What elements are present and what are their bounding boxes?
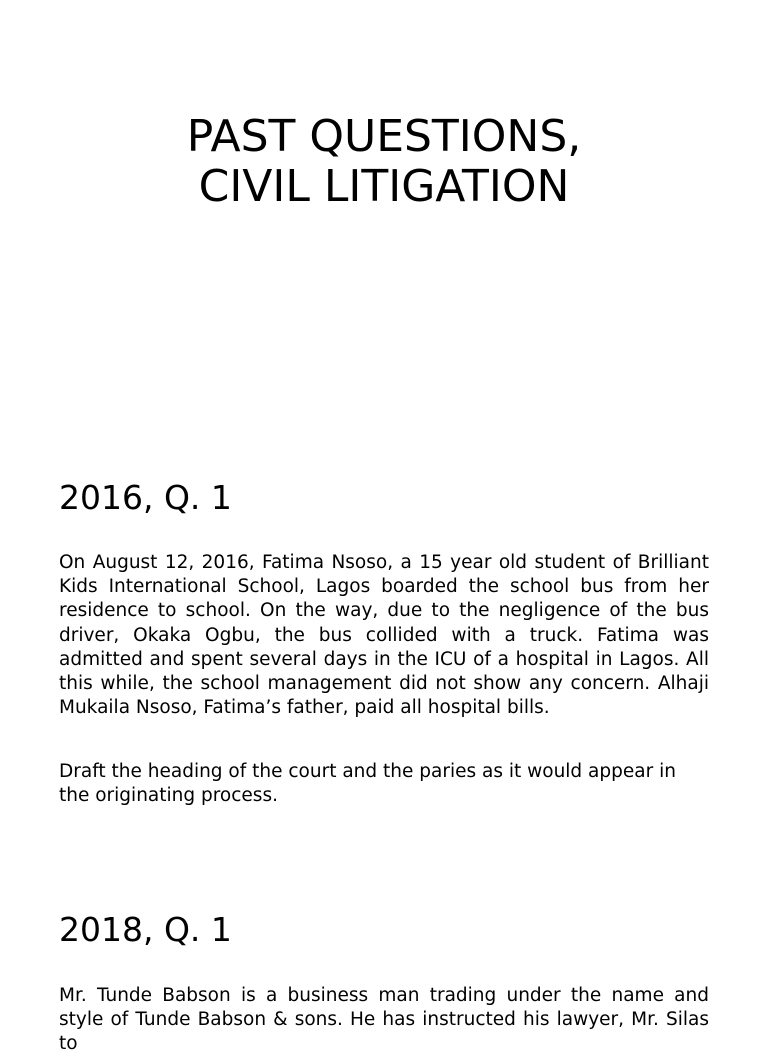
section-heading-2016-q1: 2016, Q. 1 xyxy=(59,478,232,517)
section-2018-q1-paragraph-facts: Mr. Tunde Babson is a business man trading under the name and style of Tunde Babson & sons. He has instructed his lawyer, Mr. Silas to xyxy=(59,985,709,1055)
document-title-line-2: CIVIL LITIGATION xyxy=(198,161,570,212)
document-title-line-1: PAST QUESTIONS, xyxy=(186,111,582,162)
document-title xyxy=(0,112,768,212)
section-heading-2018-q1: 2018, Q. 1 xyxy=(59,910,232,949)
section-2016-q1-paragraph-instruction: Draft the heading of the court and the paries as it would appear in the originating process. xyxy=(59,761,676,807)
section-2016-q1-paragraph-facts: On August 12, 2016, Fatima Nsoso, a 15 year old student of Brilliant Kids International School, Lagos boarded the school bus from her residence to school. On the way, due to the negligence of the bus driver, Okaka Ogbu, the bus collided with a truck. Fatima was admitted and spent several days in the ICU of a hospital in Lagos. All this while, the school management did not show any concern. Alhaji Mukaila Nsoso, Fatima’s father, paid all hospital bills. xyxy=(59,552,709,719)
